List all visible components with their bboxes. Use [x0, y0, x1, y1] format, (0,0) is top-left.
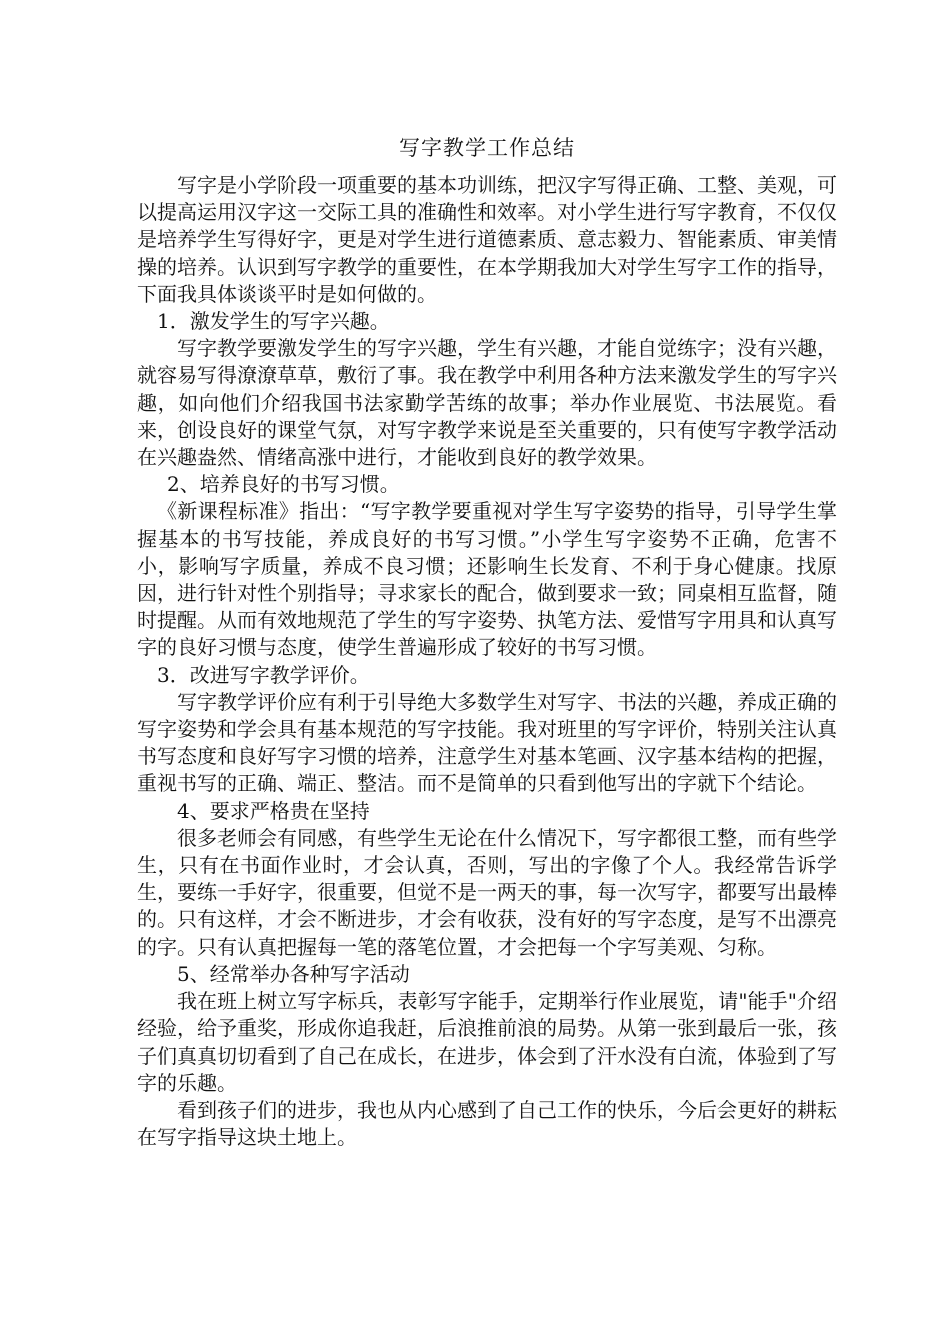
document-title: 写字教学工作总结	[399, 136, 575, 160]
paragraph-section-2: 《新课程标准》指出：“写字教学要重视对学生写字姿势的指导，引导学生掌握基本的书写技能，养成良好的书写习惯。”小学生写字姿势不正确，危害不小，影响写字质量，养成不良习惯；还影响生长发育、不利于身心健康。找原因，进行针对性个别指导；寻求家长的配合，做到要求一致；同桌相互监督，随时提醒。从而有效地规范了学生的写字姿势、执笔方法、爱惜写字用具和认真写字的良好习惯与态度，使学生普遍形成了较好的书写习惯。	[137, 499, 837, 660]
section-heading-1: 1．激发学生的写字兴趣。	[157, 309, 390, 334]
section-heading-4: 4、要求严格贵在坚持	[177, 798, 370, 823]
paragraph-intro: 写字是小学阶段一项重要的基本功训练，把汉字写得正确、工整、美观，可以提高运用汉字这一交际工具的准确性和效率。对小学生进行写字教育，不仅仅是培养学生写得好字，更是对学生进行道德素质、意志毅力、智能素质、审美情操的培养。认识到写字教学的重要性，在本学期我加大对学生写字工作的指导，下面我具体谈谈平时是如何做的。	[137, 173, 837, 306]
paragraph-section-4: 很多老师会有同感，有些学生无论在什么情况下，写字都很工整，而有些学生，只有在书面作业时，才会认真，否则，写出的字像了个人。我经常告诉学生，要练一手好字，很重要，但觉不是一两天的事，每一次写字，都要写出最棒的。只有这样，才会不断进步，才会有收获，没有好的写字态度，是写不出漂亮的字。只有认真把握每一笔的落笔位置，才会把每一个字写美观、匀称。	[137, 825, 837, 959]
paragraph-conclusion: 看到孩子们的进步，我也从内心感到了自己工作的快乐，今后会更好的耕耘在写字指导这块土地上。	[137, 1097, 837, 1150]
paragraph-section-5: 我在班上树立写字标兵，表彰写字能手，定期举行作业展览，请"能手"介绍经验，给予重奖，形成你追我赶，后浪推前浪的局势。从第一张到最后一张，孩子们真真切切看到了自己在成长，在进步，体会到了汗水没有白流，体验到了写字的乐趣。	[137, 989, 837, 1095]
section-heading-2: 2、培养良好的书写习惯。	[167, 472, 400, 497]
section-heading-5: 5、经常举办各种写字活动	[177, 961, 410, 986]
section-heading-3: 3．改进写字教学评价。	[157, 662, 370, 687]
document-page	[137, 132, 837, 1151]
paragraph-section-3: 写字教学评价应有利于引导绝大多数学生对写字、书法的兴趣，养成正确的写字姿势和学会具有基本规范的写字技能。我对班里的写字评价，特别关注认真书写态度和良好写字习惯的培养，注意学生对基本笔画、汉字基本结构的把握，重视书写的正确、端正、整洁。而不是简单的只看到他写出的字就下个结论。	[137, 689, 837, 796]
paragraph-section-1: 写字教学要激发学生的写字兴趣，学生有兴趣，才能自觉练字；没有兴趣，就容易写得潦潦草草，敷衍了事。我在教学中利用各种方法来激发学生的写字兴趣，如向他们介绍我国书法家勤学苦练的故事；举办作业展览、书法展览。看来，创设良好的课堂气氛，对写字教学来说是至关重要的，只有使写字教学活动在兴趣盎然、情绪高涨中进行，才能收到良好的教学效果。	[137, 336, 837, 470]
